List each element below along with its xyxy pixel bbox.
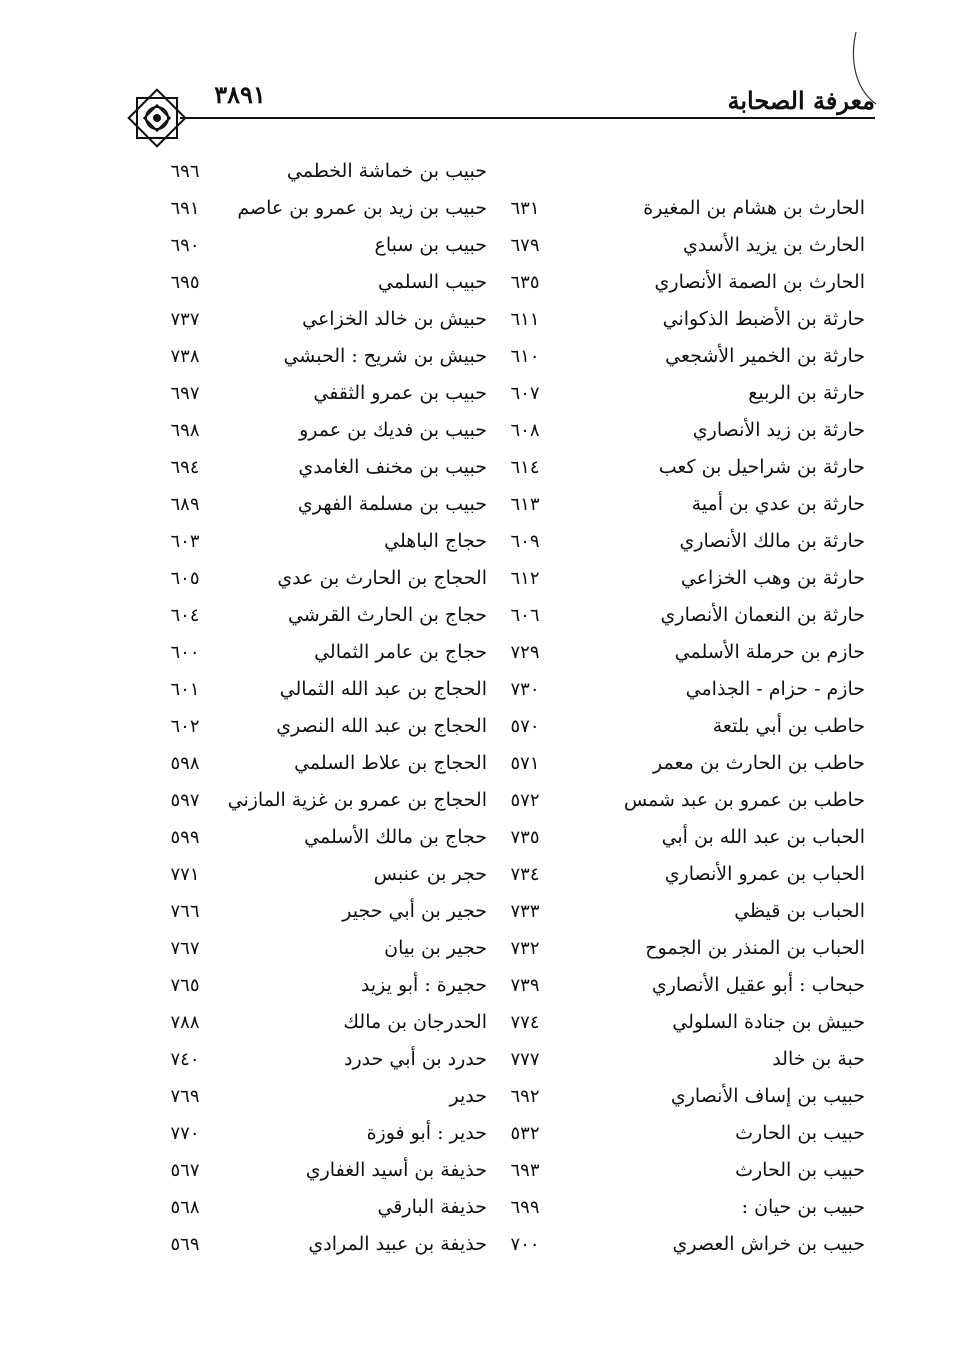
right-entry-name: حازم - حزام - الجذامي: [685, 678, 865, 700]
right-entry-page: ٥٧٠: [510, 716, 540, 737]
left-entry-page: ٦٠٥: [170, 568, 200, 589]
index-row: [0, 560, 962, 597]
right-entry-page: ٦١١: [510, 309, 540, 330]
header-rule: [180, 117, 875, 119]
left-entry-page: ٦٩٦: [170, 161, 200, 182]
right-entry-name: حارثة بن الربيع: [748, 382, 865, 404]
left-entry-name: حجير بن بيان: [384, 937, 487, 959]
right-entry-page: ٥٧١: [510, 753, 540, 774]
index-row: [0, 671, 962, 708]
right-entry-name: حارثة بن زيد الأنصاري: [692, 419, 865, 441]
left-entry-name: الحدرجان بن مالك: [343, 1011, 487, 1033]
right-entry-page: ٦١٢: [510, 568, 540, 589]
left-entry-page: ٧٣٨: [170, 346, 200, 367]
right-entry-name: الحباب بن عمرو الأنصاري: [664, 863, 865, 885]
right-entry-page: ٦٩٢: [510, 1086, 540, 1107]
left-entry-page: ٦٠٢: [170, 716, 200, 737]
left-entry-page: ٦٩٠: [170, 235, 200, 256]
left-entry-name: حجير بن أبي حجير: [342, 900, 487, 922]
left-entry-name: الحجاج بن عمرو بن غزية المازني: [227, 789, 487, 811]
index-row: [0, 1189, 962, 1226]
left-entry-page: ٧٨٨: [170, 1012, 200, 1033]
right-entry-name: حارثة بن شراحيل بن كعب: [658, 456, 865, 478]
right-entry-name: حارثة بن عدي بن أمية: [691, 493, 865, 515]
right-entry-name: حاطب بن الحارث بن معمر: [653, 752, 865, 774]
index-row: [0, 782, 962, 819]
right-entry-name: حاطب بن عمرو بن عبد شمس: [623, 789, 865, 811]
right-entry-page: ٦١٣: [510, 494, 540, 515]
index-row: [0, 819, 962, 856]
left-entry-name: حجيرة : أبو يزيد: [360, 974, 487, 996]
index-row: [0, 523, 962, 560]
left-entry-name: حبيب بن سباع: [374, 234, 487, 256]
left-entry-name: حجاج الباهلي: [384, 530, 487, 552]
left-entry-name: الحجاج بن عبد الله الثمالي: [279, 678, 487, 700]
index-row: [0, 412, 962, 449]
octagonal-star-ornament-icon: [124, 85, 190, 151]
index-row: [0, 597, 962, 634]
right-entry-name: حبيش بن جنادة السلولي: [672, 1011, 865, 1033]
index-row: [0, 708, 962, 745]
left-entry-name: الحجاج بن عبد الله النصري: [276, 715, 487, 737]
right-entry-name: حبيب بن إساف الأنصاري: [670, 1085, 865, 1107]
right-entry-name: الحباب بن عبد الله بن أبي: [661, 826, 865, 848]
index-row: [0, 1226, 962, 1263]
index-row: [0, 375, 962, 412]
right-entry-page: ٧٧٤: [510, 1012, 540, 1033]
index-row: [0, 338, 962, 375]
left-entry-name: حجر بن عنبس: [373, 863, 487, 885]
left-entry-name: حجاج بن مالك الأسلمي: [304, 826, 487, 848]
right-entry-name: حبحاب : أبو عقيل الأنصاري: [651, 974, 865, 996]
index-row: [0, 301, 962, 338]
right-entry-name: الحارث بن الصمة الأنصاري: [654, 271, 865, 293]
left-entry-name: حذيفة بن عبيد المرادي: [308, 1233, 487, 1255]
left-entry-name: حدير : أبو فوزة: [366, 1122, 487, 1144]
index-row: [0, 449, 962, 486]
right-entry-name: حارثة بن الأضبط الذكواني: [662, 308, 865, 330]
left-entry-name: حبيش بن خالد الخزاعي: [302, 308, 487, 330]
left-entry-name: حبيب بن زيد بن عمرو بن عاصم: [237, 197, 487, 219]
right-entry-name: حارثة بن مالك الأنصاري: [679, 530, 865, 552]
right-entry-page: ٥٧٢: [510, 790, 540, 811]
left-entry-page: ٦٠٣: [170, 531, 200, 552]
right-entry-name: الحباب بن قيظي: [734, 900, 865, 922]
index-row: [0, 1041, 962, 1078]
left-entry-name: حبيب بن عمرو الثقفي: [313, 382, 487, 404]
right-entry-page: ٦٣٥: [510, 272, 540, 293]
left-entry-page: ٥٦٨: [170, 1197, 200, 1218]
left-entry-page: ٧٧١: [170, 864, 200, 885]
right-entry-page: ٧٣٣: [510, 901, 540, 922]
left-entry-page: ٧٣٧: [170, 309, 200, 330]
right-entry-name: حبيب بن الحارث: [735, 1159, 865, 1181]
index-row: [0, 1004, 962, 1041]
right-entry-page: ٧٧٧: [510, 1049, 540, 1070]
left-entry-page: ٦٩٧: [170, 383, 200, 404]
right-entry-name: الحباب بن المنذر بن الجموح: [645, 937, 865, 959]
right-entry-page: ٧٣٩: [510, 975, 540, 996]
index-row: [0, 1115, 962, 1152]
right-entry-name: حارثة بن وهب الخزاعي: [680, 567, 865, 589]
right-entry-page: ٧٠٠: [510, 1234, 540, 1255]
left-entry-page: ٧٦٧: [170, 938, 200, 959]
right-entry-page: ٦٠٦: [510, 605, 540, 626]
index-row: [0, 486, 962, 523]
left-entry-name: حبيب السلمي: [377, 271, 487, 293]
index-row: [0, 745, 962, 782]
index-row: [0, 967, 962, 1004]
left-entry-page: ٦٠١: [170, 679, 200, 700]
right-entry-name: حبة بن خالد: [772, 1048, 865, 1070]
left-entry-name: حدرد بن أبي حدرد: [344, 1048, 487, 1070]
right-entry-page: ٦٣١: [510, 198, 540, 219]
right-entry-page: ٦٠٩: [510, 531, 540, 552]
left-entry-page: ٦٩٥: [170, 272, 200, 293]
index-row: [0, 1078, 962, 1115]
left-entry-page: ٦٨٩: [170, 494, 200, 515]
right-entry-page: ٦٩٩: [510, 1197, 540, 1218]
right-entry-name: حبيب بن خراش العصري: [672, 1233, 865, 1255]
left-entry-name: حذيفة البارقي: [377, 1196, 487, 1218]
name-index: [0, 153, 962, 1263]
running-title: معرفة الصحابة: [727, 86, 875, 115]
left-entry-name: حبيب بن مخنف الغامدي: [298, 456, 487, 478]
left-entry-name: الحجاج بن الحارث بن عدي: [277, 567, 487, 589]
right-entry-name: الحارث بن يزيد الأسدي: [683, 234, 865, 256]
right-entry-page: ٧٢٩: [510, 642, 540, 663]
left-entry-page: ٧٦٥: [170, 975, 200, 996]
left-entry-page: ٦٩١: [170, 198, 200, 219]
right-entry-name: حاطب بن أبي بلتعة: [712, 715, 865, 737]
right-entry-page: ٧٣٥: [510, 827, 540, 848]
left-entry-name: حجاج بن الحارث القرشي: [287, 604, 487, 626]
right-entry-page: ٥٣٢: [510, 1123, 540, 1144]
right-entry-name: حبيب بن الحارث: [735, 1122, 865, 1144]
left-entry-name: الحجاج بن علاط السلمي: [294, 752, 487, 774]
right-entry-page: ٦١٤: [510, 457, 540, 478]
right-entry-name: حازم بن حرملة الأسلمي: [674, 641, 865, 663]
right-entry-name: الحارث بن هشام بن المغيرة: [643, 197, 865, 219]
left-entry-page: ٦٠٤: [170, 605, 200, 626]
right-entry-page: ٧٣٢: [510, 938, 540, 959]
left-entry-page: ٦٩٤: [170, 457, 200, 478]
index-row: [0, 634, 962, 671]
right-entry-name: حبيب بن حيان :: [741, 1196, 865, 1218]
index-row: [0, 190, 962, 227]
index-row: [0, 153, 962, 190]
left-entry-page: ٦٠٠: [170, 642, 200, 663]
index-row: [0, 856, 962, 893]
left-entry-page: ٦٩٨: [170, 420, 200, 441]
left-entry-name: حبيب بن فديك بن عمرو: [299, 419, 487, 441]
right-entry-page: ٧٣٤: [510, 864, 540, 885]
right-entry-page: ٦٠٨: [510, 420, 540, 441]
left-entry-page: ٥٦٧: [170, 1160, 200, 1181]
right-entry-name: حارثة بن النعمان الأنصاري: [660, 604, 865, 626]
right-entry-page: ٧٣٠: [510, 679, 540, 700]
right-entry-page: ٦٧٩: [510, 235, 540, 256]
left-entry-page: ٥٦٩: [170, 1234, 200, 1255]
left-entry-page: ٧٧٠: [170, 1123, 200, 1144]
right-entry-name: حارثة بن الخمير الأشجعي: [665, 345, 865, 367]
index-row: [0, 893, 962, 930]
left-entry-name: حذيفة بن أسيد الغفاري: [305, 1159, 487, 1181]
left-entry-page: ٥٩٧: [170, 790, 200, 811]
index-row: [0, 227, 962, 264]
left-entry-name: حجاج بن عامر الثمالي: [314, 641, 487, 663]
index-row: [0, 1152, 962, 1189]
left-entry-page: ٥٩٩: [170, 827, 200, 848]
left-entry-name: حدير: [449, 1085, 487, 1107]
left-entry-name: حبيش بن شريح : الحبشي: [283, 345, 487, 367]
right-entry-page: ٦٠٧: [510, 383, 540, 404]
right-entry-page: ٦٩٣: [510, 1160, 540, 1181]
left-entry-page: ٥٩٨: [170, 753, 200, 774]
page-number: ٣٨٩١: [214, 80, 266, 109]
left-entry-name: حبيب بن مسلمة الفهري: [297, 493, 487, 515]
left-entry-page: ٧٤٠: [170, 1049, 200, 1070]
left-entry-name: حبيب بن خماشة الخطمي: [286, 160, 487, 182]
right-entry-page: ٦١٠: [510, 346, 540, 367]
index-row: [0, 930, 962, 967]
left-entry-page: ٧٦٩: [170, 1086, 200, 1107]
left-entry-page: ٧٦٦: [170, 901, 200, 922]
index-row: [0, 264, 962, 301]
